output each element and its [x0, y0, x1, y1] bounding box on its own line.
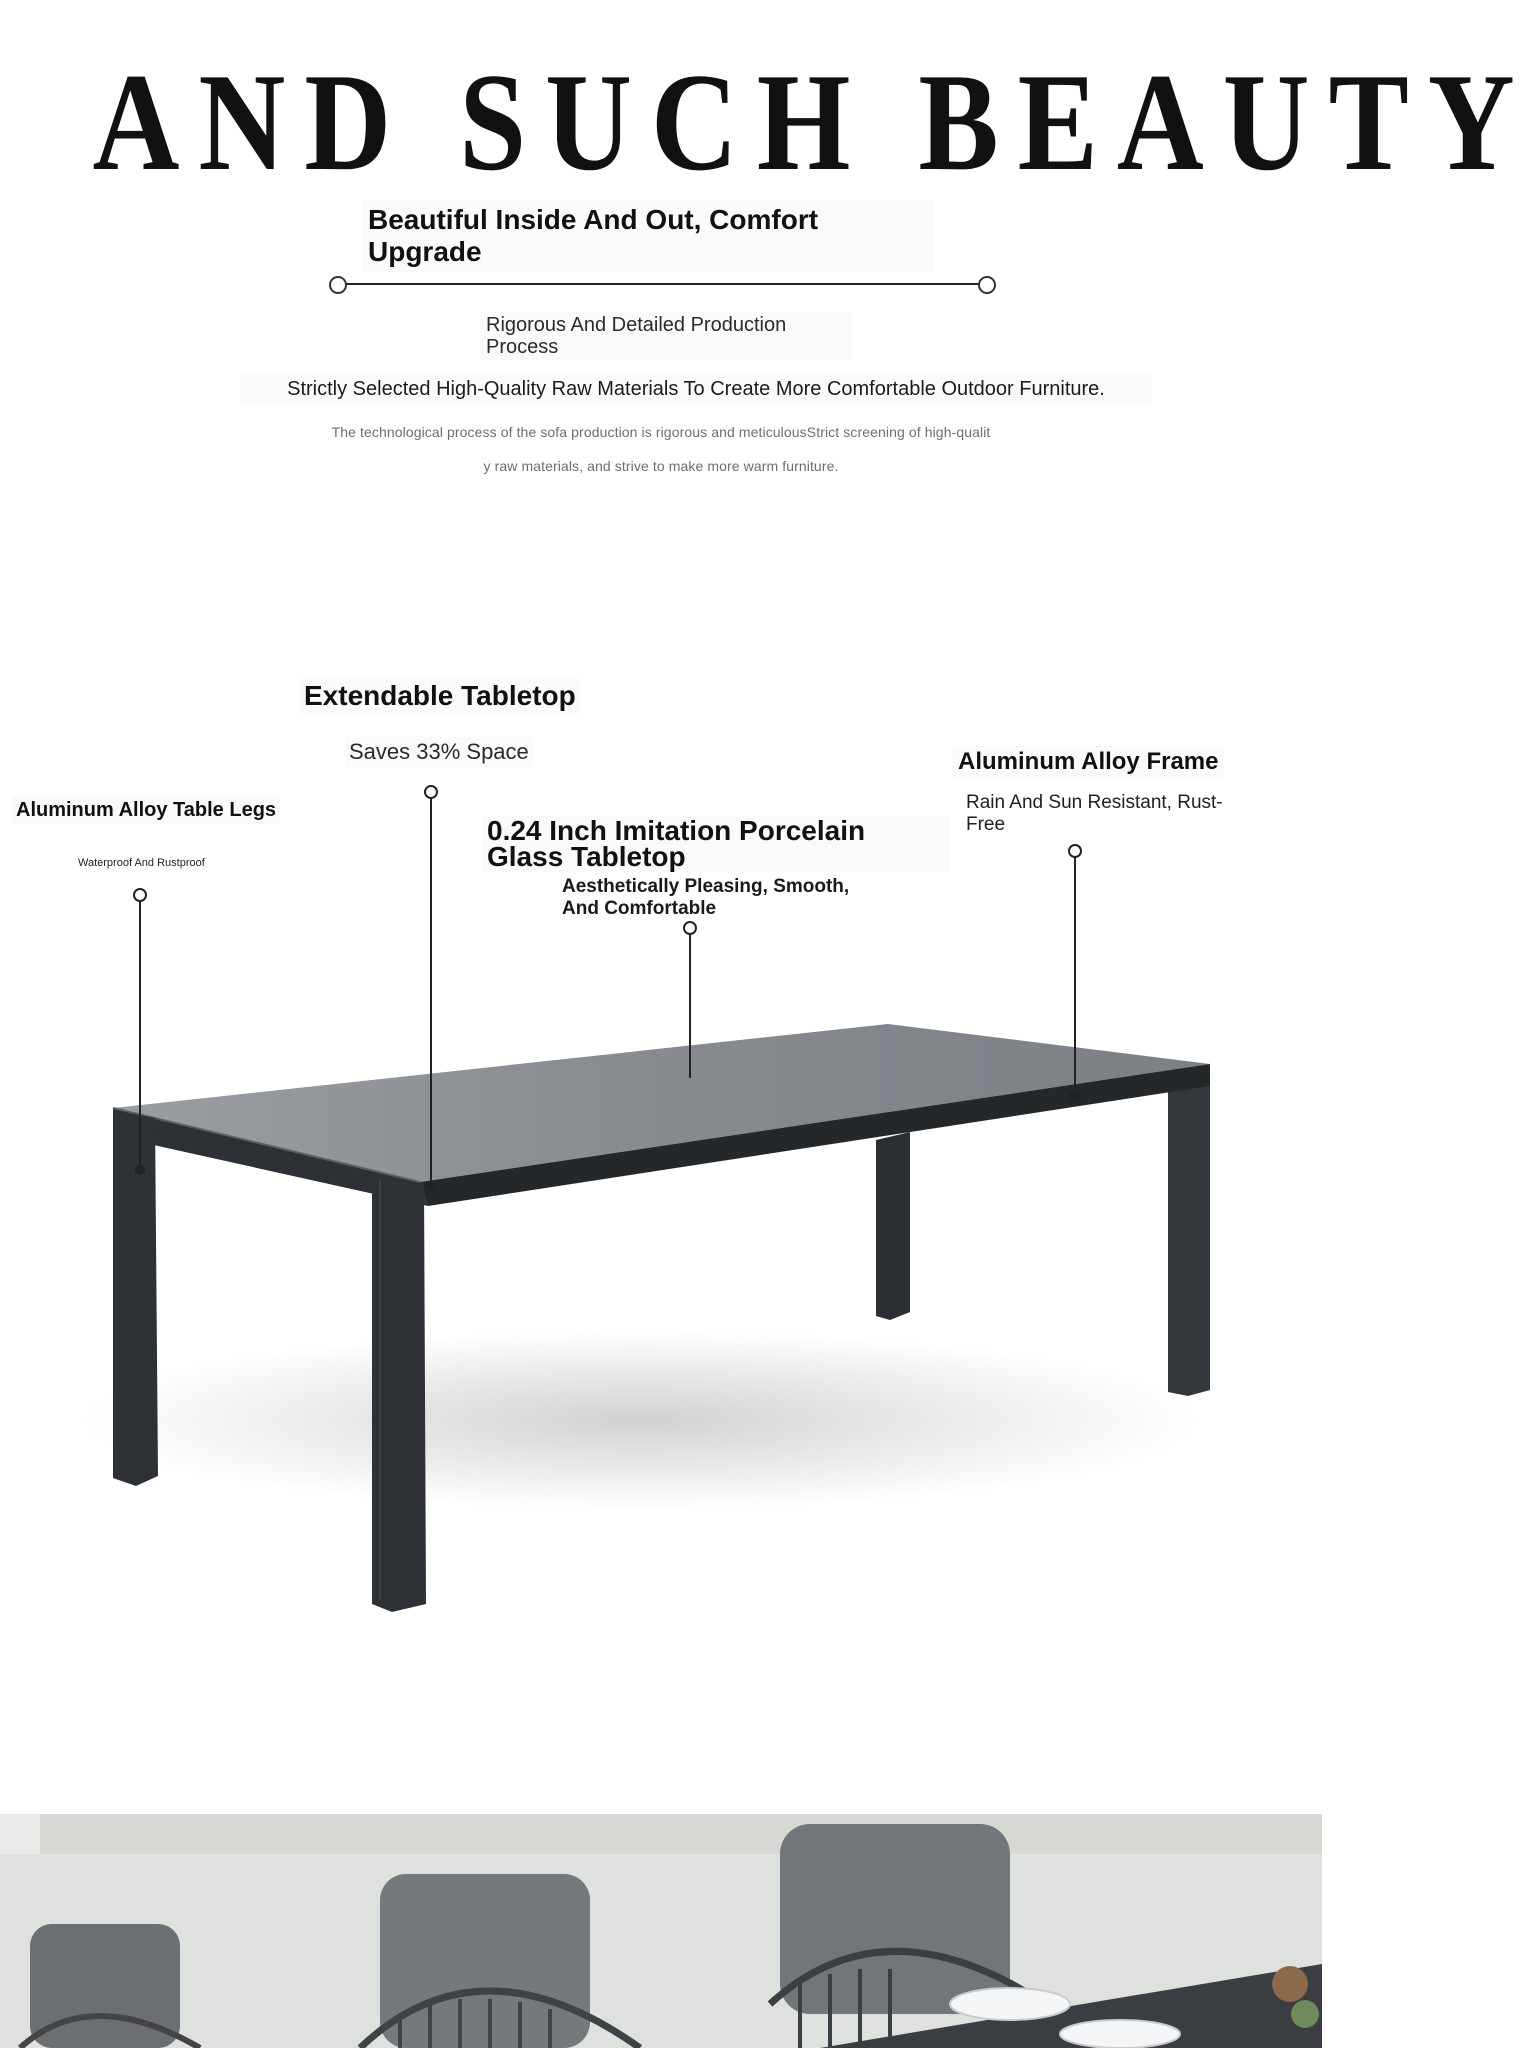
- frame-feature-sub: Rain And Sun Resistant, Rust-Free: [966, 792, 1223, 835]
- headline: AND SUCH BEAUTY: [92, 45, 1534, 200]
- chair-1: [20, 1924, 200, 2048]
- small-copy-line-1: The technological process of the sofa production is rigorous and meticulousStrict screening of high-qualit: [331, 424, 991, 440]
- plate: [1060, 2020, 1180, 2048]
- lifestyle-photo: [0, 1814, 1322, 2048]
- table-leg-back-right: [1168, 1072, 1210, 1396]
- frame-feature-title: Aluminum Alloy Frame: [952, 746, 1224, 778]
- extendable-feature-sub: Saves 33% Space: [345, 737, 533, 767]
- legs-feature-sub: Waterproof And Rustproof: [78, 857, 205, 869]
- table-leg-front-left: [113, 1110, 158, 1486]
- porcelain-feature-sub: Aesthetically Pleasing, Smooth, And Comfortable: [562, 876, 850, 919]
- plate: [950, 1988, 1070, 2020]
- legs-feature-title: Aluminum Alloy Table Legs: [12, 796, 280, 824]
- process-title: Rigorous And Detailed Production Process: [480, 312, 852, 360]
- extendable-feature-title: Extendable Tabletop: [300, 678, 580, 714]
- materials-line: Strictly Selected High-Quality Raw Materials To Create More Comfortable Outdoor Furniture.: [240, 374, 1152, 404]
- small-copy-line-2: y raw materials, and strive to make more warm furniture.: [483, 458, 839, 474]
- porcelain-feature-title: 0.24 Inch Imitation Porcelain Glass Tabletop: [483, 816, 951, 872]
- table-leg-back-middle: [876, 1132, 910, 1320]
- intro-title: Beautiful Inside And Out, Comfort Upgrade: [362, 200, 934, 272]
- table-shadow: [80, 1330, 1200, 1510]
